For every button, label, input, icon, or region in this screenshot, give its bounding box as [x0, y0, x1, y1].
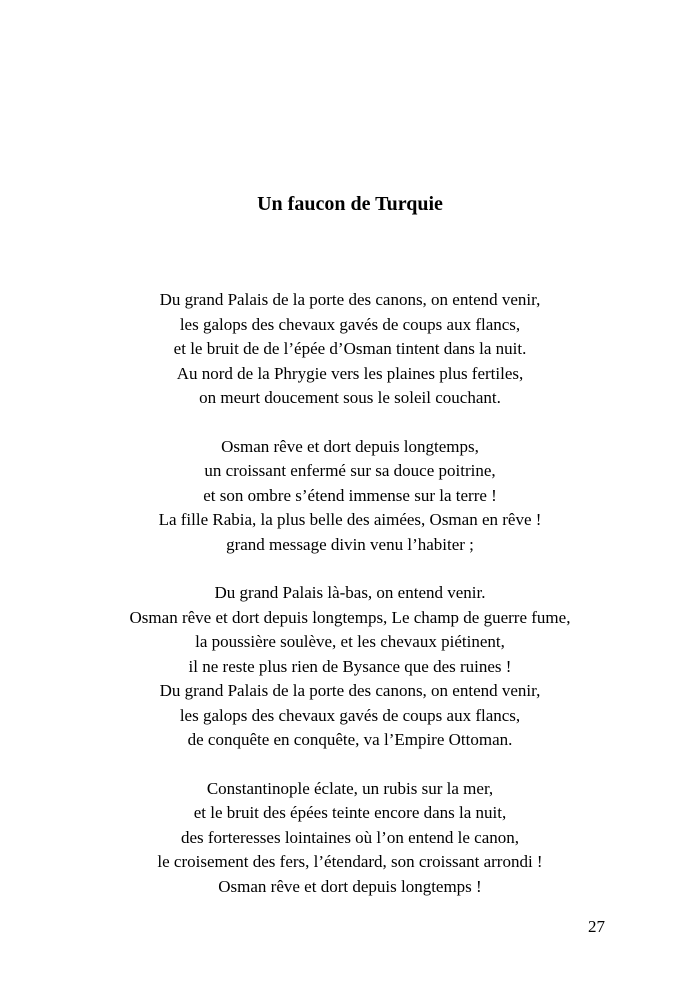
- poem-body: [0, 288, 700, 923]
- verse-line: Osman rêve et dort depuis longtemps, Le champ de guerre fume,: [129, 607, 571, 627]
- verse-line: de conquête en conquête, va l’Empire Ottoman.: [187, 730, 513, 749]
- stanza-2: [0, 435, 700, 558]
- verse-line: Du grand Palais de la porte des canons, on entend venir,: [159, 681, 541, 700]
- verse-line: les galops des chevaux gavés de coups aux flancs,: [179, 314, 521, 334]
- stanza-4: [0, 777, 700, 900]
- stanza-3: [0, 581, 700, 753]
- verse-line: le croisement des fers, l’étendard, son croissant arrondi !: [157, 852, 543, 871]
- verse-line: Du grand Palais là-bas, on entend venir.: [214, 583, 486, 602]
- verse-line: les galops des chevaux gavés de coups aux flancs,: [179, 705, 521, 725]
- verse-line: et le bruit des épées teinte encore dans la nuit,: [193, 803, 507, 822]
- verse-line: des forteresses lointaines où l’on entend le canon,: [180, 827, 519, 847]
- verse-line: et son ombre s’étend immense sur la terre !: [203, 485, 497, 505]
- poem-title: Un faucon de Turquie: [257, 193, 443, 215]
- verse-line: Constantinople éclate, un rubis sur la mer,: [206, 778, 494, 798]
- verse-line: Osman rêve et dort depuis longtemps,: [221, 436, 479, 456]
- verse-line: grand message divin venu l’habiter ;: [226, 534, 474, 554]
- verse-line: un croissant enfermé sur sa douce poitrine,: [204, 461, 496, 480]
- verse-line: Au nord de la Phrygie vers les plaines plus fertiles,: [176, 363, 524, 383]
- verse-line: et le bruit de de l’épée d’Osman tintent dans la nuit.: [173, 339, 527, 358]
- page-number: 27: [588, 917, 605, 936]
- verse-line: La fille Rabia, la plus belle des aimées, Osman en rêve !: [158, 510, 542, 529]
- verse-line: Du grand Palais de la porte des canons, on entend venir,: [159, 290, 541, 309]
- verse-line: il ne reste plus rien de Bysance que des ruines !: [188, 656, 512, 676]
- stanza-1: [0, 288, 700, 411]
- verse-line: la poussière soulève, et les chevaux piétinent,: [195, 632, 505, 651]
- verse-line: Osman rêve et dort depuis longtemps !: [218, 876, 482, 896]
- verse-line: on meurt doucement sous le soleil couchant.: [199, 388, 501, 407]
